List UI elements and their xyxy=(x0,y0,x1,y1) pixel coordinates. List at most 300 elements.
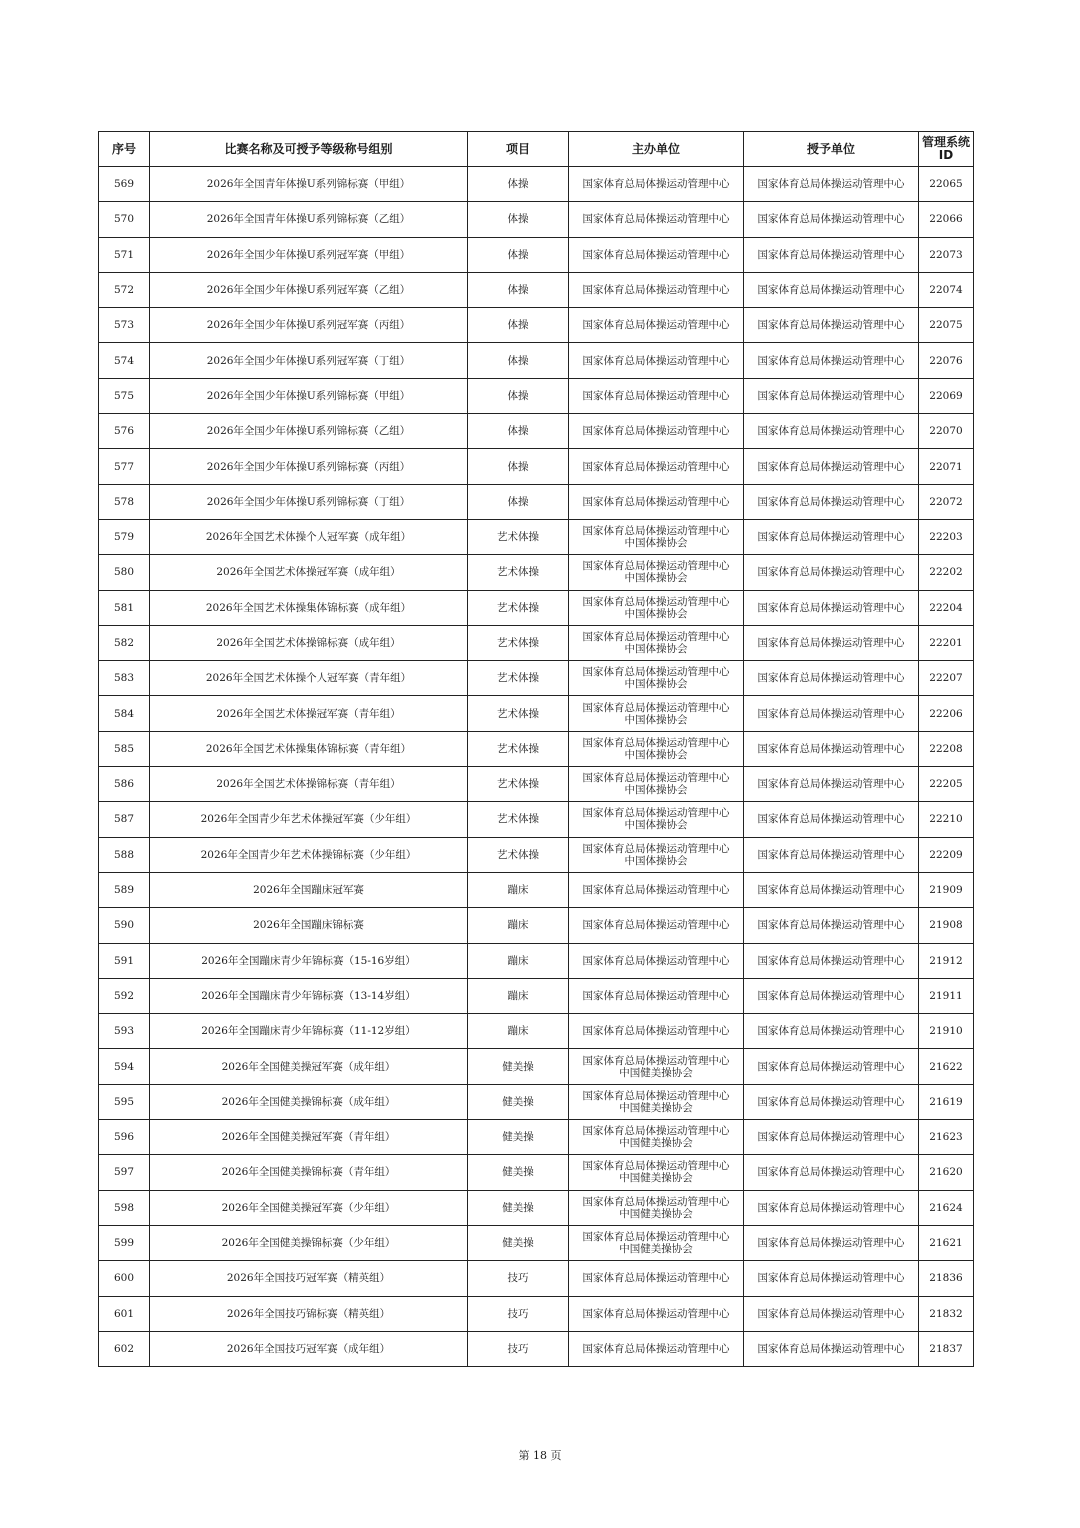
cell-grantor: 国家体育总局体操运动管理中心 xyxy=(744,519,919,554)
cell-name: 2026年全国艺术体操集体锦标赛（青年组） xyxy=(150,731,468,766)
cell-project: 技巧 xyxy=(468,1261,569,1296)
cell-name: 2026年全国健美操锦标赛（青年组） xyxy=(150,1155,468,1190)
cell-name: 2026年全国蹦床冠军赛 xyxy=(150,872,468,907)
table-row xyxy=(99,1155,974,1190)
table-row xyxy=(99,872,974,907)
host-line: 国家体育总局体操运动管理中心 xyxy=(582,1054,730,1067)
table-row xyxy=(99,167,974,202)
cell-grantor: 国家体育总局体操运动管理中心 xyxy=(744,1190,919,1225)
cell-name: 2026年全国蹦床青少年锦标赛（15-16岁组） xyxy=(150,943,468,978)
cell-project: 体操 xyxy=(468,272,569,307)
cell-seq: 583 xyxy=(99,661,150,696)
host-line: 中国体操协会 xyxy=(624,819,688,832)
table-header xyxy=(99,132,974,167)
cell-seq: 590 xyxy=(99,908,150,943)
cell-seq: 602 xyxy=(99,1331,150,1366)
cell-host xyxy=(569,202,744,237)
host-line: 国家体育总局体操运动管理中心 xyxy=(582,884,730,897)
cell-name: 2026年全国艺术体操个人冠军赛（青年组） xyxy=(150,661,468,696)
table-row xyxy=(99,1261,974,1296)
cell-host xyxy=(569,308,744,343)
cell-seq: 598 xyxy=(99,1190,150,1225)
cell-project: 艺术体操 xyxy=(468,731,569,766)
cell-grantor: 国家体育总局体操运动管理中心 xyxy=(744,343,919,378)
cell-project: 艺术体操 xyxy=(468,767,569,802)
cell-sys-id: 21837 xyxy=(919,1331,974,1366)
cell-seq: 600 xyxy=(99,1261,150,1296)
table-row xyxy=(99,837,974,872)
cell-seq: 577 xyxy=(99,449,150,484)
cell-grantor: 国家体育总局体操运动管理中心 xyxy=(744,1331,919,1366)
cell-host xyxy=(569,1331,744,1366)
table-row xyxy=(99,555,974,590)
cell-name: 2026年全国青少年艺术体操冠军赛（少年组） xyxy=(150,802,468,837)
cell-sys-id: 22210 xyxy=(919,802,974,837)
cell-host xyxy=(569,731,744,766)
host-line: 国家体育总局体操运动管理中心 xyxy=(582,954,730,967)
cell-host xyxy=(569,414,744,449)
cell-seq: 588 xyxy=(99,837,150,872)
cell-grantor: 国家体育总局体操运动管理中心 xyxy=(744,1049,919,1084)
cell-name: 2026年全国艺术体操冠军赛（成年组） xyxy=(150,555,468,590)
cell-project: 体操 xyxy=(468,378,569,413)
host-line: 国家体育总局体操运动管理中心 xyxy=(582,1342,730,1355)
cell-grantor: 国家体育总局体操运动管理中心 xyxy=(744,625,919,660)
cell-name: 2026年全国蹦床青少年锦标赛（13-14岁组） xyxy=(150,978,468,1013)
cell-seq: 599 xyxy=(99,1225,150,1260)
cell-host xyxy=(569,1296,744,1331)
cell-name: 2026年全国健美操冠军赛（成年组） xyxy=(150,1049,468,1084)
host-line: 国家体育总局体操运动管理中心 xyxy=(582,1025,730,1038)
table-row xyxy=(99,943,974,978)
host-line: 中国体操协会 xyxy=(624,713,688,726)
cell-name: 2026年全国少年体操U系列冠军赛（丙组） xyxy=(150,308,468,343)
competition-table xyxy=(98,131,974,1367)
cell-host xyxy=(569,1120,744,1155)
cell-seq: 569 xyxy=(99,167,150,202)
cell-sys-id: 21836 xyxy=(919,1261,974,1296)
cell-sys-id: 21622 xyxy=(919,1049,974,1084)
cell-project: 艺术体操 xyxy=(468,590,569,625)
cell-sys-id: 22076 xyxy=(919,343,974,378)
cell-name: 2026年全国少年体操U系列锦标赛（丙组） xyxy=(150,449,468,484)
table-row xyxy=(99,308,974,343)
table-row xyxy=(99,1049,974,1084)
cell-project: 蹦床 xyxy=(468,978,569,1013)
host-line: 国家体育总局体操运动管理中心 xyxy=(582,1160,730,1173)
cell-grantor: 国家体育总局体操运动管理中心 xyxy=(744,484,919,519)
host-line: 中国健美操协会 xyxy=(619,1172,693,1185)
cell-sys-id: 21623 xyxy=(919,1120,974,1155)
cell-project: 艺术体操 xyxy=(468,802,569,837)
cell-grantor: 国家体育总局体操运动管理中心 xyxy=(744,237,919,272)
host-line: 国家体育总局体操运动管理中心 xyxy=(582,460,730,473)
cell-seq: 601 xyxy=(99,1296,150,1331)
cell-project: 蹦床 xyxy=(468,1014,569,1049)
cell-sys-id: 22207 xyxy=(919,661,974,696)
cell-name: 2026年全国健美操冠军赛（少年组） xyxy=(150,1190,468,1225)
host-line: 中国体操协会 xyxy=(624,678,688,691)
header-name: 比赛名称及可授予等级称号组别 xyxy=(150,132,468,167)
cell-grantor: 国家体育总局体操运动管理中心 xyxy=(744,696,919,731)
cell-sys-id: 22065 xyxy=(919,167,974,202)
host-line: 国家体育总局体操运动管理中心 xyxy=(582,495,730,508)
host-line: 中国体操协会 xyxy=(624,784,688,797)
cell-grantor: 国家体育总局体操运动管理中心 xyxy=(744,1296,919,1331)
cell-host xyxy=(569,837,744,872)
cell-name: 2026年全国青少年艺术体操锦标赛（少年组） xyxy=(150,837,468,872)
cell-project: 艺术体操 xyxy=(468,661,569,696)
cell-seq: 596 xyxy=(99,1120,150,1155)
host-line: 国家体育总局体操运动管理中心 xyxy=(582,807,730,820)
cell-seq: 589 xyxy=(99,872,150,907)
host-line: 国家体育总局体操运动管理中心 xyxy=(582,666,730,679)
host-line: 中国健美操协会 xyxy=(619,1066,693,1079)
host-line: 国家体育总局体操运动管理中心 xyxy=(582,919,730,932)
cell-seq: 579 xyxy=(99,519,150,554)
cell-project: 体操 xyxy=(468,237,569,272)
cell-sys-id: 22208 xyxy=(919,731,974,766)
cell-host xyxy=(569,590,744,625)
table-row xyxy=(99,731,974,766)
cell-name: 2026年全国技巧锦标赛（精英组） xyxy=(150,1296,468,1331)
cell-sys-id: 22075 xyxy=(919,308,974,343)
cell-grantor: 国家体育总局体操运动管理中心 xyxy=(744,802,919,837)
table-row xyxy=(99,414,974,449)
cell-grantor: 国家体育总局体操运动管理中心 xyxy=(744,978,919,1013)
host-line: 国家体育总局体操运动管理中心 xyxy=(582,284,730,297)
cell-host xyxy=(569,978,744,1013)
cell-project: 技巧 xyxy=(468,1331,569,1366)
page-number: 第 18 页 xyxy=(518,1449,562,1462)
cell-grantor: 国家体育总局体操运动管理中心 xyxy=(744,202,919,237)
table-body xyxy=(99,167,974,1367)
cell-project: 体操 xyxy=(468,343,569,378)
cell-grantor: 国家体育总局体操运动管理中心 xyxy=(744,308,919,343)
table-row xyxy=(99,767,974,802)
host-line: 中国体操协会 xyxy=(624,854,688,867)
cell-host xyxy=(569,555,744,590)
table-row xyxy=(99,802,974,837)
cell-grantor: 国家体育总局体操运动管理中心 xyxy=(744,731,919,766)
host-line: 中国健美操协会 xyxy=(619,1137,693,1150)
cell-project: 体操 xyxy=(468,414,569,449)
cell-project: 体操 xyxy=(468,484,569,519)
cell-seq: 587 xyxy=(99,802,150,837)
host-line: 国家体育总局体操运动管理中心 xyxy=(582,772,730,785)
cell-grantor: 国家体育总局体操运动管理中心 xyxy=(744,590,919,625)
cell-project: 体操 xyxy=(468,449,569,484)
cell-seq: 597 xyxy=(99,1155,150,1190)
cell-name: 2026年全国青年体操U系列锦标赛（乙组） xyxy=(150,202,468,237)
host-line: 国家体育总局体操运动管理中心 xyxy=(582,425,730,438)
table-row xyxy=(99,1120,974,1155)
cell-host xyxy=(569,908,744,943)
cell-name: 2026年全国少年体操U系列冠军赛（乙组） xyxy=(150,272,468,307)
cell-name: 2026年全国少年体操U系列锦标赛（丁组） xyxy=(150,484,468,519)
host-line: 国家体育总局体操运动管理中心 xyxy=(582,842,730,855)
cell-seq: 595 xyxy=(99,1084,150,1119)
table-row xyxy=(99,237,974,272)
host-line: 中国体操协会 xyxy=(624,748,688,761)
host-line: 国家体育总局体操运动管理中心 xyxy=(582,1231,730,1244)
cell-project: 健美操 xyxy=(468,1120,569,1155)
table-row xyxy=(99,202,974,237)
cell-grantor: 国家体育总局体操运动管理中心 xyxy=(744,555,919,590)
cell-project: 健美操 xyxy=(468,1084,569,1119)
cell-project: 技巧 xyxy=(468,1296,569,1331)
cell-host xyxy=(569,343,744,378)
header-sys-id-line2: ID xyxy=(938,148,954,162)
header-host: 主办单位 xyxy=(569,132,744,167)
host-line: 国家体育总局体操运动管理中心 xyxy=(582,560,730,573)
cell-name: 2026年全国少年体操U系列锦标赛（乙组） xyxy=(150,414,468,449)
cell-host xyxy=(569,661,744,696)
cell-sys-id: 21832 xyxy=(919,1296,974,1331)
cell-grantor: 国家体育总局体操运动管理中心 xyxy=(744,1155,919,1190)
host-line: 国家体育总局体操运动管理中心 xyxy=(582,701,730,714)
cell-name: 2026年全国蹦床青少年锦标赛（11-12岁组） xyxy=(150,1014,468,1049)
table-row xyxy=(99,343,974,378)
cell-host xyxy=(569,1225,744,1260)
cell-host xyxy=(569,272,744,307)
cell-sys-id: 22072 xyxy=(919,484,974,519)
cell-host xyxy=(569,1014,744,1049)
table-row xyxy=(99,1225,974,1260)
cell-host xyxy=(569,519,744,554)
host-line: 国家体育总局体操运动管理中心 xyxy=(582,319,730,332)
cell-grantor: 国家体育总局体操运动管理中心 xyxy=(744,449,919,484)
header-row xyxy=(99,132,974,167)
host-line: 国家体育总局体操运动管理中心 xyxy=(582,248,730,261)
cell-project: 蹦床 xyxy=(468,943,569,978)
cell-host xyxy=(569,625,744,660)
cell-grantor: 国家体育总局体操运动管理中心 xyxy=(744,908,919,943)
cell-seq: 584 xyxy=(99,696,150,731)
cell-grantor: 国家体育总局体操运动管理中心 xyxy=(744,1120,919,1155)
table-row xyxy=(99,1014,974,1049)
cell-sys-id: 21912 xyxy=(919,943,974,978)
host-line: 国家体育总局体操运动管理中心 xyxy=(582,178,730,191)
cell-sys-id: 22203 xyxy=(919,519,974,554)
cell-grantor: 国家体育总局体操运动管理中心 xyxy=(744,1014,919,1049)
table-row xyxy=(99,1296,974,1331)
cell-grantor: 国家体育总局体操运动管理中心 xyxy=(744,414,919,449)
cell-sys-id: 22204 xyxy=(919,590,974,625)
host-line: 中国体操协会 xyxy=(624,572,688,585)
table-row xyxy=(99,484,974,519)
host-line: 国家体育总局体操运动管理中心 xyxy=(582,389,730,402)
host-line: 国家体育总局体操运动管理中心 xyxy=(582,1272,730,1285)
cell-name: 2026年全国艺术体操个人冠军赛（成年组） xyxy=(150,519,468,554)
cell-project: 健美操 xyxy=(468,1225,569,1260)
cell-project: 健美操 xyxy=(468,1155,569,1190)
cell-seq: 575 xyxy=(99,378,150,413)
cell-grantor: 国家体育总局体操运动管理中心 xyxy=(744,943,919,978)
host-line: 中国健美操协会 xyxy=(619,1243,693,1256)
cell-project: 体操 xyxy=(468,167,569,202)
table-row xyxy=(99,661,974,696)
cell-sys-id: 22209 xyxy=(919,837,974,872)
cell-project: 健美操 xyxy=(468,1190,569,1225)
cell-host xyxy=(569,1261,744,1296)
cell-sys-id: 22071 xyxy=(919,449,974,484)
cell-seq: 572 xyxy=(99,272,150,307)
cell-sys-id: 21910 xyxy=(919,1014,974,1049)
header-seq: 序号 xyxy=(99,132,150,167)
cell-host xyxy=(569,802,744,837)
host-line: 中国体操协会 xyxy=(624,607,688,620)
table-row xyxy=(99,1331,974,1366)
cell-seq: 570 xyxy=(99,202,150,237)
cell-seq: 594 xyxy=(99,1049,150,1084)
cell-sys-id: 22205 xyxy=(919,767,974,802)
cell-sys-id: 21909 xyxy=(919,872,974,907)
cell-grantor: 国家体育总局体操运动管理中心 xyxy=(744,661,919,696)
cell-seq: 576 xyxy=(99,414,150,449)
host-line: 国家体育总局体操运动管理中心 xyxy=(582,1125,730,1138)
table-row xyxy=(99,978,974,1013)
cell-host xyxy=(569,943,744,978)
cell-sys-id: 21619 xyxy=(919,1084,974,1119)
cell-name: 2026年全国青年体操U系列锦标赛（甲组） xyxy=(150,167,468,202)
table-row xyxy=(99,1190,974,1225)
cell-host xyxy=(569,167,744,202)
cell-project: 健美操 xyxy=(468,1049,569,1084)
table-row xyxy=(99,519,974,554)
cell-project: 蹦床 xyxy=(468,908,569,943)
cell-seq: 573 xyxy=(99,308,150,343)
header-sys-id-line1: 管理系统 xyxy=(921,135,970,149)
cell-sys-id: 22066 xyxy=(919,202,974,237)
cell-name: 2026年全国蹦床锦标赛 xyxy=(150,908,468,943)
cell-project: 艺术体操 xyxy=(468,625,569,660)
cell-sys-id: 21911 xyxy=(919,978,974,1013)
cell-project: 艺术体操 xyxy=(468,519,569,554)
cell-seq: 574 xyxy=(99,343,150,378)
host-line: 国家体育总局体操运动管理中心 xyxy=(582,631,730,643)
table-row xyxy=(99,590,974,625)
cell-grantor: 国家体育总局体操运动管理中心 xyxy=(744,872,919,907)
host-line: 中国体操协会 xyxy=(624,537,688,550)
table-row xyxy=(99,908,974,943)
cell-host xyxy=(569,449,744,484)
cell-name: 2026年全国技巧冠军赛（精英组） xyxy=(150,1261,468,1296)
cell-grantor: 国家体育总局体操运动管理中心 xyxy=(744,1084,919,1119)
cell-grantor: 国家体育总局体操运动管理中心 xyxy=(744,1225,919,1260)
table-row xyxy=(99,449,974,484)
cell-host xyxy=(569,696,744,731)
cell-name: 2026年全国健美操冠军赛（青年组） xyxy=(150,1120,468,1155)
cell-host xyxy=(569,378,744,413)
cell-sys-id: 21621 xyxy=(919,1225,974,1260)
cell-name: 2026年全国少年体操U系列锦标赛（甲组） xyxy=(150,378,468,413)
cell-host xyxy=(569,484,744,519)
cell-seq: 592 xyxy=(99,978,150,1013)
cell-seq: 593 xyxy=(99,1014,150,1049)
cell-name: 2026年全国少年体操U系列冠军赛（甲组） xyxy=(150,237,468,272)
cell-sys-id: 22073 xyxy=(919,237,974,272)
cell-sys-id: 21620 xyxy=(919,1155,974,1190)
cell-project: 艺术体操 xyxy=(468,837,569,872)
cell-project: 体操 xyxy=(468,202,569,237)
cell-seq: 586 xyxy=(99,767,150,802)
cell-name: 2026年全国技巧冠军赛（成年组） xyxy=(150,1331,468,1366)
table-row xyxy=(99,1084,974,1119)
cell-host xyxy=(569,1049,744,1084)
host-line: 国家体育总局体操运动管理中心 xyxy=(582,213,730,226)
cell-grantor: 国家体育总局体操运动管理中心 xyxy=(744,378,919,413)
cell-sys-id: 22201 xyxy=(919,625,974,660)
cell-name: 2026年全国少年体操U系列冠军赛（丁组） xyxy=(150,343,468,378)
cell-sys-id: 21624 xyxy=(919,1190,974,1225)
cell-sys-id: 22206 xyxy=(919,696,974,731)
cell-seq: 581 xyxy=(99,590,150,625)
cell-project: 体操 xyxy=(468,308,569,343)
cell-grantor: 国家体育总局体操运动管理中心 xyxy=(744,272,919,307)
cell-grantor: 国家体育总局体操运动管理中心 xyxy=(744,167,919,202)
cell-sys-id: 22069 xyxy=(919,378,974,413)
cell-sys-id: 22074 xyxy=(919,272,974,307)
host-line: 国家体育总局体操运动管理中心 xyxy=(582,1089,730,1102)
cell-grantor: 国家体育总局体操运动管理中心 xyxy=(744,1261,919,1296)
cell-name: 2026年全国健美操锦标赛（成年组） xyxy=(150,1084,468,1119)
cell-seq: 591 xyxy=(99,943,150,978)
cell-grantor: 国家体育总局体操运动管理中心 xyxy=(744,837,919,872)
cell-host xyxy=(569,1155,744,1190)
host-line: 国家体育总局体操运动管理中心 xyxy=(582,525,730,538)
host-line: 国家体育总局体操运动管理中心 xyxy=(582,1307,730,1320)
cell-project: 蹦床 xyxy=(468,872,569,907)
host-line: 国家体育总局体操运动管理中心 xyxy=(582,989,730,1002)
cell-seq: 582 xyxy=(99,625,150,660)
cell-project: 艺术体操 xyxy=(468,555,569,590)
host-line: 国家体育总局体操运动管理中心 xyxy=(582,354,730,367)
cell-name: 2026年全国艺术体操集体锦标赛（成年组） xyxy=(150,590,468,625)
cell-sys-id: 22202 xyxy=(919,555,974,590)
cell-seq: 571 xyxy=(99,237,150,272)
table-row xyxy=(99,272,974,307)
table-row xyxy=(99,696,974,731)
cell-host xyxy=(569,872,744,907)
cell-host xyxy=(569,1084,744,1119)
cell-seq: 580 xyxy=(99,555,150,590)
cell-grantor: 国家体育总局体操运动管理中心 xyxy=(744,767,919,802)
host-line: 国家体育总局体操运动管理中心 xyxy=(582,595,730,608)
cell-host xyxy=(569,767,744,802)
cell-name: 2026年全国艺术体操冠军赛（青年组） xyxy=(150,696,468,731)
cell-sys-id: 21908 xyxy=(919,908,974,943)
cell-name: 2026年全国健美操锦标赛（少年组） xyxy=(150,1225,468,1260)
table-row xyxy=(99,378,974,413)
header-sys-id xyxy=(919,132,974,167)
cell-sys-id: 22070 xyxy=(919,414,974,449)
cell-host xyxy=(569,1190,744,1225)
header-project: 项目 xyxy=(468,132,569,167)
cell-name: 2026年全国艺术体操锦标赛（成年组） xyxy=(150,625,468,660)
header-grantor: 授予单位 xyxy=(744,132,919,167)
host-line: 国家体育总局体操运动管理中心 xyxy=(582,736,730,749)
host-line: 国家体育总局体操运动管理中心 xyxy=(582,1195,730,1208)
cell-name: 2026年全国艺术体操锦标赛（青年组） xyxy=(150,767,468,802)
table-row xyxy=(99,625,974,660)
host-line: 中国健美操协会 xyxy=(619,1101,693,1114)
host-line: 中国体操协会 xyxy=(624,643,688,655)
cell-host xyxy=(569,237,744,272)
cell-seq: 585 xyxy=(99,731,150,766)
cell-project: 艺术体操 xyxy=(468,696,569,731)
cell-seq: 578 xyxy=(99,484,150,519)
